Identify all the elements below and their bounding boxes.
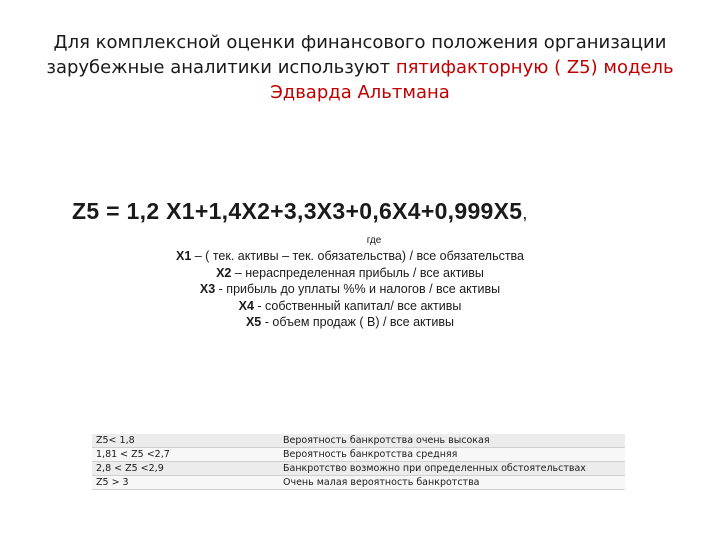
z-range-cell: 2,8 < Z5 <2,9 bbox=[92, 462, 279, 476]
z-range-cell: 1,81 < Z5 <2,7 bbox=[92, 448, 279, 462]
title-line-2 bbox=[40, 55, 680, 80]
var-description: – нераспределенная прибыль / все активы bbox=[231, 265, 484, 280]
definition-x2 bbox=[100, 265, 600, 282]
var-description: - собственный капитал/ все активы bbox=[253, 298, 462, 313]
var-name: X2 bbox=[216, 265, 232, 280]
probability-cell: Вероятность банкротства очень высокая bbox=[279, 434, 625, 448]
definition-x3 bbox=[100, 281, 600, 298]
table-row bbox=[92, 462, 625, 476]
table-row bbox=[92, 476, 625, 490]
var-name: X1 bbox=[175, 249, 192, 263]
var-name: X4 bbox=[238, 298, 254, 313]
probability-cell: Очень малая вероятность банкротства bbox=[279, 476, 625, 490]
title-model-name: пятифакторную ( Z5) модель bbox=[395, 57, 674, 78]
var-name: X5 bbox=[245, 315, 262, 329]
definition-x4 bbox=[100, 298, 600, 315]
title-line-2-text: зарубежные аналитики используют bbox=[46, 57, 396, 78]
var-name: X3 bbox=[199, 282, 216, 296]
table-row bbox=[92, 448, 625, 462]
formula-comma: , bbox=[522, 203, 528, 223]
title-line-3: Эдварда Альтмана bbox=[270, 82, 450, 103]
bankruptcy-threshold-table bbox=[92, 434, 625, 490]
probability-cell: Вероятность банкротства средняя bbox=[279, 448, 625, 462]
probability-cell: Банкротство возможно при определенных обстоятельствах bbox=[279, 462, 625, 476]
title-line-1: Для комплексной оценки финансового положения организации bbox=[53, 32, 667, 53]
formula-text: Z5 = 1,2 X1+1,4X2+3,3X3+0,6X4+0,999X5 bbox=[72, 198, 523, 224]
z-range-cell: Z5< 1,8 bbox=[92, 434, 279, 448]
var-description: – ( тек. активы – тек. обязательства) / все обязательства bbox=[191, 249, 525, 263]
z-range-cell: Z5 > 3 bbox=[92, 476, 279, 490]
definition-x1 bbox=[100, 248, 600, 265]
table-row bbox=[92, 434, 625, 448]
var-description: - прибыль до уплаты %% и налогов / все активы bbox=[215, 282, 501, 296]
variable-definitions bbox=[100, 234, 600, 331]
where-label: где bbox=[366, 235, 382, 246]
var-description: - объем продаж ( В) / все активы bbox=[261, 315, 455, 329]
z5-formula bbox=[72, 198, 528, 225]
definition-x5 bbox=[100, 314, 600, 331]
slide-title bbox=[40, 30, 680, 105]
